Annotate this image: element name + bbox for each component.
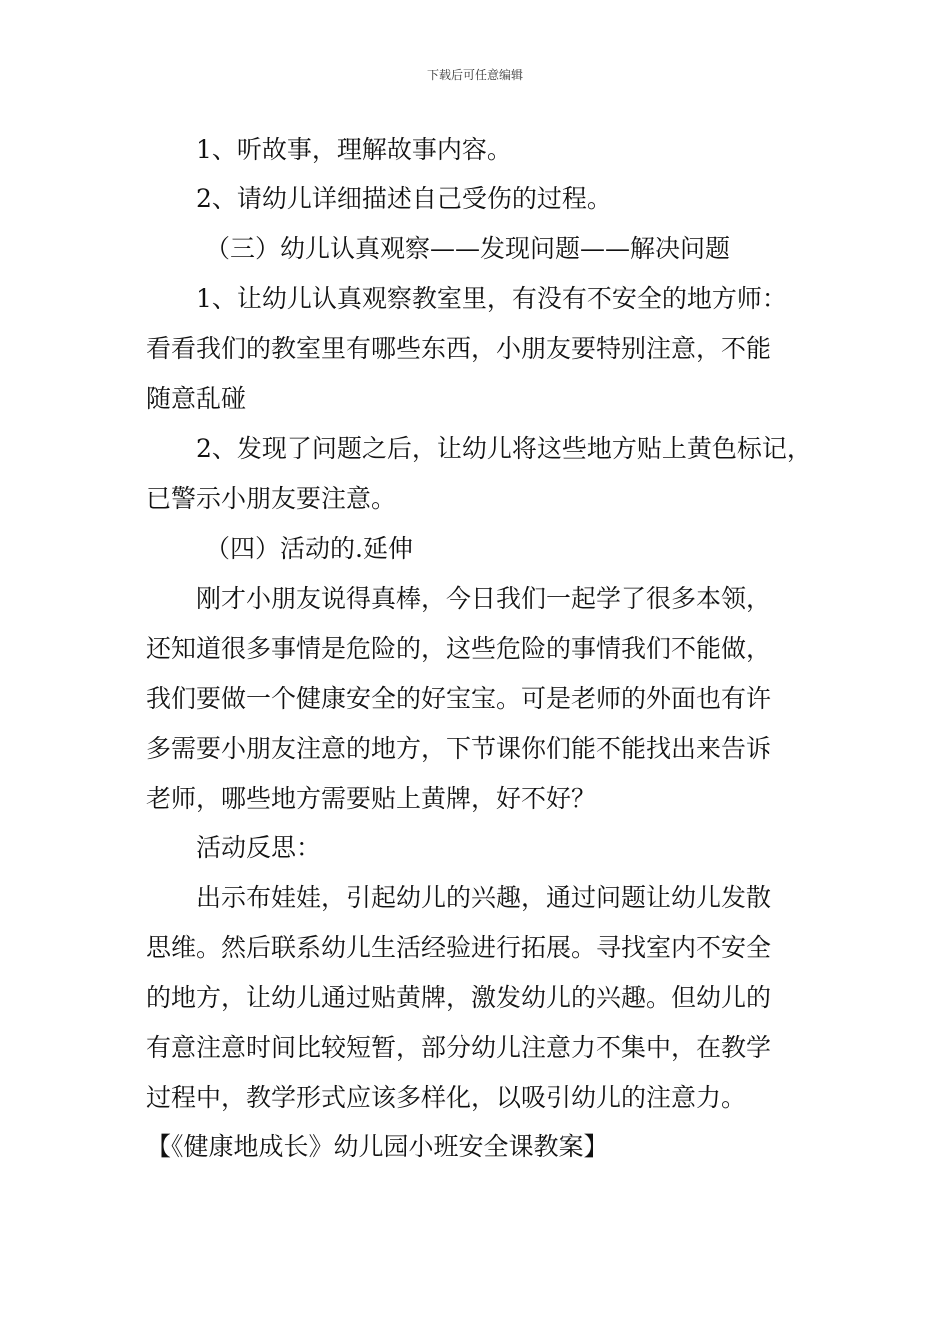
text-line-4: 1、让幼儿认真观察教室里，有没有不安全的地方师： xyxy=(196,284,787,313)
text-line-16: 出示布娃娃，引起幼儿的兴趣，通过问题让幼儿发散 xyxy=(196,883,772,912)
text-line-6: 随意乱碰 xyxy=(146,384,247,413)
text-line-7: 2、发现了问题之后，让幼儿将这些地方贴上黄色标记， xyxy=(196,434,812,463)
text-line-8: 已警示小朋友要注意。 xyxy=(146,484,397,513)
page-header-note: 下载后可任意编辑 xyxy=(426,68,523,82)
text-line-19: 有意注意时间比较短暂，部分幼儿注意力不集中，在教学 xyxy=(146,1033,772,1062)
document-title-footer: 【《健康地成长》幼儿园小班安全课教案】 xyxy=(146,1132,609,1161)
text-line-12: 我们要做一个健康安全的好宝宝。可是老师的外面也有许 xyxy=(146,684,772,713)
section-heading-4: （四）活动的.延伸 xyxy=(205,534,413,563)
text-line-14: 老师，哪些地方需要贴上黄牌，好不好？ xyxy=(146,784,597,813)
reflection-heading: 活动反思： xyxy=(196,833,322,862)
text-line-17: 思维。然后联系幼儿生活经验进行拓展。寻找室内不安全 xyxy=(146,933,772,962)
text-line-1: 1、听故事，理解故事内容。 xyxy=(196,135,512,164)
text-line-11: 还知道很多事情是危险的，这些危险的事情我们不能做， xyxy=(146,634,772,663)
section-heading-3: （三）幼儿认真观察——发现问题——解决问题 xyxy=(205,234,731,263)
text-line-13: 多需要小朋友注意的地方，下节课你们能不能找出来告诉 xyxy=(146,734,772,763)
text-line-20: 过程中，教学形式应该多样化，以吸引幼儿的注意力。 xyxy=(146,1083,747,1112)
text-line-10: 刚才小朋友说得真棒，今日我们一起学了很多本领， xyxy=(196,584,772,613)
text-line-2: 2、请幼儿详细描述自己受伤的过程。 xyxy=(196,184,612,213)
text-line-5: 看看我们的教室里有哪些东西，小朋友要特别注意，不能 xyxy=(146,334,772,363)
text-line-18: 的地方，让幼儿通过贴黄牌，激发幼儿的兴趣。但幼儿的 xyxy=(146,983,772,1012)
